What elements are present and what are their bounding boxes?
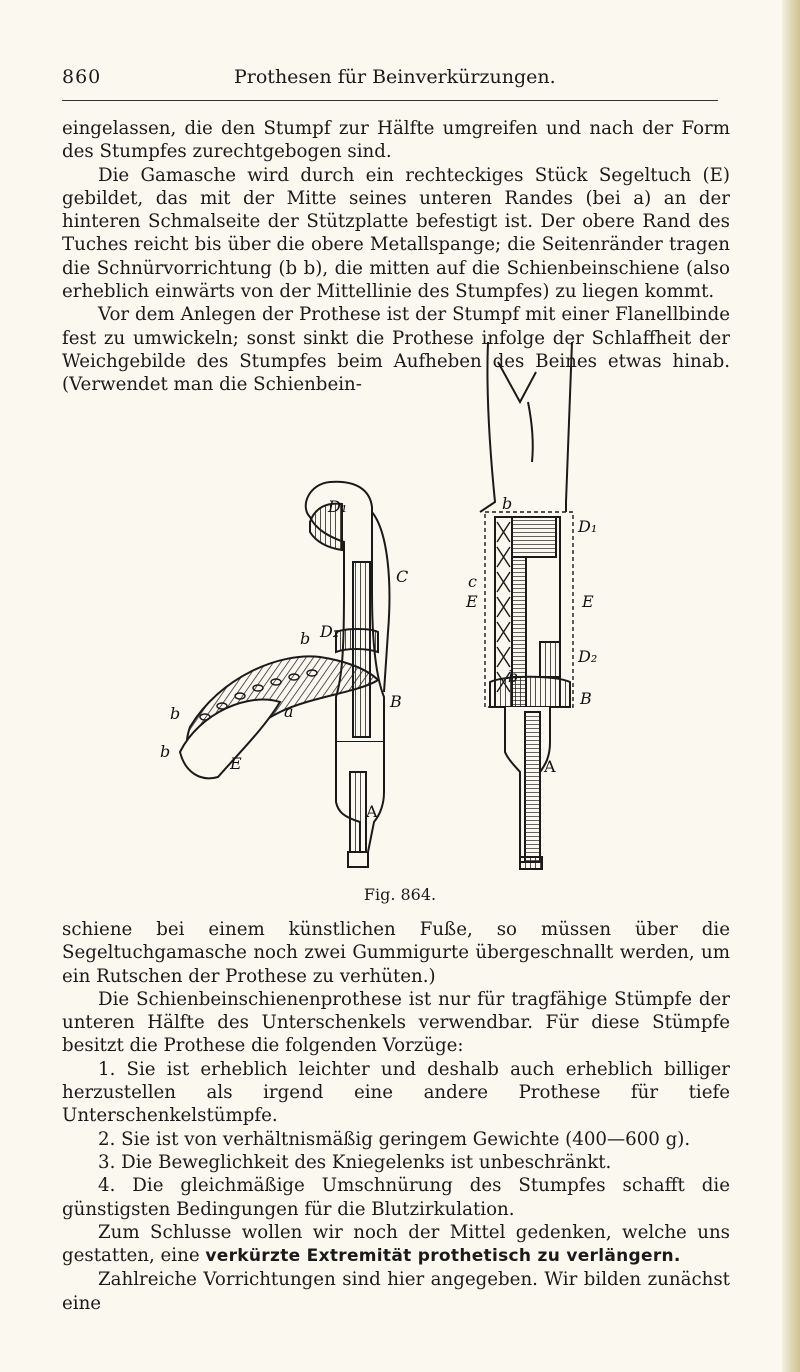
header-rule	[62, 100, 718, 101]
paragraph-text: Zum Schlusse wollen wir noch der Mittel gedenken, welche uns gestatten, eine	[62, 1221, 730, 1267]
label-E: E	[230, 754, 242, 773]
paragraph: 1. Sie ist erheblich leichter und deshalb auch erheblich billiger herzustellen als irgend eine andere Prothese für tiefe Unterschenkelstümpfe.	[62, 1058, 730, 1127]
label-b-top: b	[300, 629, 311, 648]
right-drawing	[480, 342, 573, 869]
gaiter-bottom	[490, 677, 570, 707]
splint-lower-hatch	[540, 642, 560, 677]
lower-rod	[350, 772, 366, 852]
label-b-right-top: b	[502, 494, 513, 513]
page-header	[62, 62, 722, 98]
paragraph: Zahlreiche Vorrichtungen sind hier angegeben. Wir bilden zunächst eine	[62, 1269, 730, 1314]
label-D2-right: D₂	[578, 647, 598, 666]
label-b-lower: b	[160, 742, 171, 761]
label-D1: D₁	[328, 497, 348, 516]
emphasis-text: verkürzte Extremität prothetisch zu verlängern.	[205, 1246, 681, 1267]
figure-caption: Fig. 864.	[363, 885, 437, 904]
label-b-right-low: b	[508, 667, 519, 686]
paragraph	[62, 1221, 730, 1269]
rod-foot	[520, 857, 542, 869]
left-drawing	[180, 482, 389, 867]
paragraph: 2. Sie ist von verhältnismäßig geringem Gewichte (400—600 g).	[98, 1128, 691, 1150]
lower-rod-right	[525, 712, 540, 862]
label-D1-right: D₁	[578, 517, 598, 536]
paragraph: 4. Die gleichmäßige Umschnürung des Stumpfes schafft die günstigsten Bedingungen für die Blutzirkulation.	[62, 1175, 730, 1220]
running-title: Prothesen für Beinverkürzungen.	[234, 66, 556, 88]
splint-upper-hatch	[512, 517, 556, 557]
tibia-band	[336, 629, 378, 652]
label-E-right-left: E	[466, 592, 478, 611]
paragraph: schiene bei einem künstlichen Fuße, so müssen über die Segeltuchgamasche noch zwei Gummigurte übergeschnallt werden, um ein Rutschen der Prothese zu verhüten.)	[62, 919, 730, 987]
label-a: a	[284, 702, 294, 721]
label-c-right: c	[468, 572, 477, 591]
paragraph: Vor dem Anlegen der Prothese ist der Stumpf mit einer Flanellbinde fest zu umwickeln; sonst sinkt die Prothese infolge der Schlaffheit der Weichgebilde des Stumpfes beim Aufheben des Beines etwas hinab. (Verwendet man die Schienbein-	[62, 304, 730, 396]
label-E-right: E	[582, 592, 594, 611]
label-b-left: b	[170, 704, 181, 723]
knee-line	[498, 362, 536, 402]
paragraph: 3. Die Beweglichkeit des Kniegelenks ist unbeschränkt.	[98, 1151, 612, 1173]
paragraph: eingelassen, die den Stumpf zur Hälfte umgreifen und nach der Form des Stumpfes zurechtgebogen sind.	[62, 118, 730, 163]
page-edge-shadow	[782, 0, 800, 1372]
page-number: 860	[62, 66, 102, 88]
label-B: B	[390, 692, 402, 711]
label-D2: D₂	[320, 622, 340, 641]
prosthesis-figure	[160, 332, 620, 877]
paragraph: Die Gamasche wird durch ein rechteckiges Stück Segeltuch (E) gebildet, das mit der Mitte seines unteren Randes (bei a) an der hinteren Schmalseite der Stützplatte befestigt ist. Der obere Rand des Tuches reicht bis über die obere Metallspange; die Seitenränder tragen die Schnürvorrichtung (b b), die mitten auf die Schienbeinschiene (also erheblich einwärts von der Mittellinie des Stumpfes) zu liegen kommt.	[62, 164, 730, 303]
text-block-bottom	[62, 918, 730, 1315]
thigh-outline-right	[566, 342, 572, 512]
label-A-right: A	[544, 757, 556, 776]
patella-line	[528, 402, 533, 462]
thigh-outline-left	[480, 342, 495, 512]
label-A: A	[366, 802, 378, 821]
label-C: C	[396, 567, 409, 586]
paragraph: Die Schienbeinschienenprothese ist nur für tragfähige Stümpfe der unteren Hälfte des Unterschenkels verwendbar. Für diese Stümpfe besitzt die Prothese die folgenden Vorzüge:	[62, 988, 730, 1057]
label-B-right: B	[580, 689, 592, 708]
